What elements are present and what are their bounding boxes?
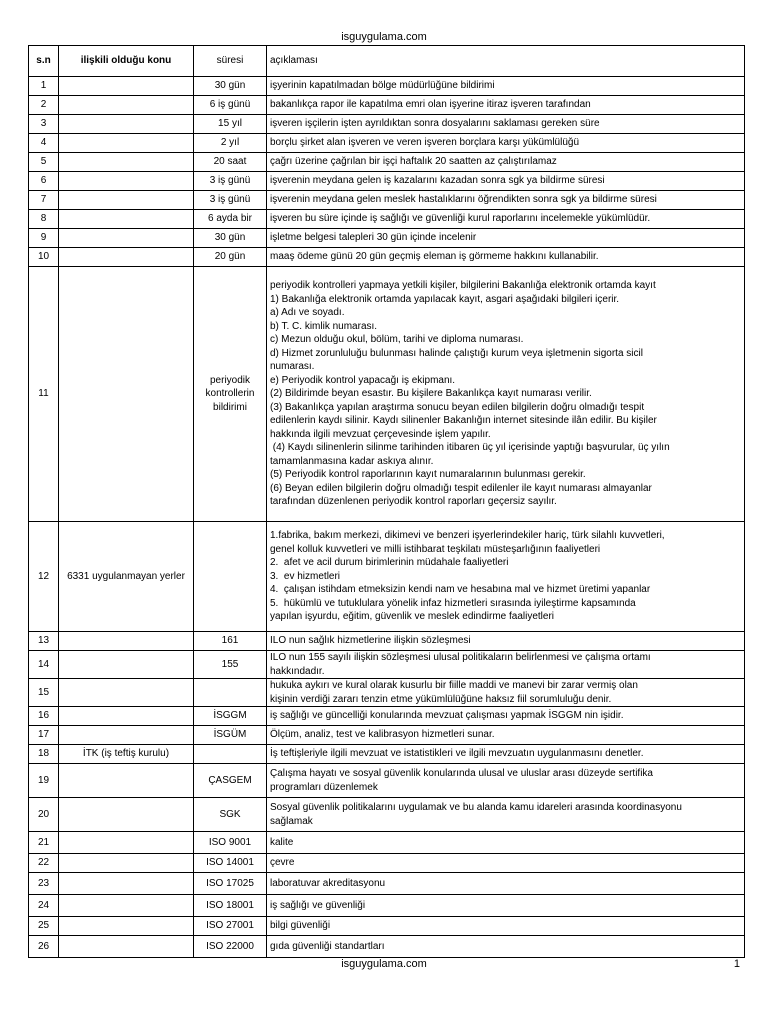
row-duration: 20 saat bbox=[194, 153, 267, 172]
row-duration: 30 gün bbox=[194, 229, 267, 248]
row-topic bbox=[59, 210, 194, 229]
row-number: 13 bbox=[29, 632, 59, 651]
description-line: çevre bbox=[270, 857, 295, 869]
description-line: Ölçüm, analiz, test ve kalibrasyon hizmetleri sunar. bbox=[270, 729, 495, 741]
row-description bbox=[267, 248, 745, 267]
description-line: iş sağlığı ve güncelliği konularında mevzuat çalışması yapmak İSGGM nin işidir. bbox=[270, 710, 624, 722]
row-topic bbox=[59, 229, 194, 248]
table-row bbox=[29, 679, 745, 707]
description-line: bakanlıkça rapor ile kapatılma emri olan işyerine itiraz işveren tarafından bbox=[270, 99, 591, 111]
row-description bbox=[267, 764, 745, 798]
row-description bbox=[267, 651, 745, 679]
row-description bbox=[267, 191, 745, 210]
row-duration: ISO 18001 bbox=[194, 895, 267, 917]
row-description bbox=[267, 679, 745, 707]
row-topic bbox=[59, 832, 194, 854]
description-line: hakkında ilgili mevzuat çerçevesinde işlem yapılır. bbox=[270, 428, 491, 440]
table-row bbox=[29, 210, 745, 229]
row-number: 5 bbox=[29, 153, 59, 172]
row-number: 23 bbox=[29, 873, 59, 895]
row-topic bbox=[59, 115, 194, 134]
description-line: (2) Bildirimde beyan esastır. Bu kişilere Bakanlıkça kayıt numarası verilir. bbox=[270, 388, 592, 400]
description-line: a) Adı ve soyadı. bbox=[270, 307, 345, 319]
description-line: b) T. C. kimlik numarası. bbox=[270, 320, 378, 332]
description-line: işletme belgesi talepleri 30 gün içinde incelenir bbox=[270, 232, 477, 244]
page-number: 1 bbox=[733, 958, 740, 970]
row-number: 22 bbox=[29, 854, 59, 873]
row-duration: 15 yıl bbox=[194, 115, 267, 134]
page-footer: isguygulama.com bbox=[341, 958, 427, 970]
row-description bbox=[267, 96, 745, 115]
row-duration: 6 iş günü bbox=[194, 96, 267, 115]
table-body bbox=[29, 77, 745, 958]
description-line: İş teftişleriyle ilgili mevzuat ve istatistikleri ve ilgili mevzuatın uygulanmasını denetler. bbox=[270, 748, 644, 760]
row-duration: periyodik kontrollerin bildirimi bbox=[194, 267, 267, 522]
row-duration: ISO 22000 bbox=[194, 936, 267, 958]
row-topic bbox=[59, 172, 194, 191]
row-number: 25 bbox=[29, 917, 59, 936]
row-number: 26 bbox=[29, 936, 59, 958]
description-line: (4) Kaydı silinenlerin silinme tarihinden itibaren üç yıl içerisinde yaptığı başvurular, üç yılın bbox=[270, 442, 670, 454]
description-line: sağlamak bbox=[270, 815, 313, 827]
row-duration: 3 iş günü bbox=[194, 191, 267, 210]
row-number: 14 bbox=[29, 651, 59, 679]
row-description bbox=[267, 522, 745, 632]
row-description bbox=[267, 707, 745, 726]
table-row bbox=[29, 267, 745, 522]
table-row bbox=[29, 191, 745, 210]
description-line: bilgi güvenliği bbox=[270, 920, 331, 932]
description-line: edilenlerin kaydı silinir. Kaydı silinenler Bakanlığın internet sitesinde ilân edilir. Bu kişiler bbox=[270, 415, 657, 427]
row-description bbox=[267, 745, 745, 764]
row-number: 20 bbox=[29, 798, 59, 832]
row-topic bbox=[59, 248, 194, 267]
row-duration bbox=[194, 522, 267, 632]
row-number: 24 bbox=[29, 895, 59, 917]
description-line: borçlu şirket alan işveren ve veren işveren borçlara karşı yükümlülüğü bbox=[270, 137, 580, 149]
row-number: 2 bbox=[29, 96, 59, 115]
row-duration: 6 ayda bir bbox=[194, 210, 267, 229]
row-description bbox=[267, 115, 745, 134]
row-number: 12 bbox=[29, 522, 59, 632]
table-row bbox=[29, 134, 745, 153]
row-topic bbox=[59, 873, 194, 895]
row-description bbox=[267, 832, 745, 854]
table-row bbox=[29, 115, 745, 134]
description-line: tarafından düzenlenen periyodik kontrol raporları geçersiz sayılır. bbox=[270, 496, 557, 508]
row-description bbox=[267, 873, 745, 895]
row-duration: 20 gün bbox=[194, 248, 267, 267]
row-number: 17 bbox=[29, 726, 59, 745]
row-number: 4 bbox=[29, 134, 59, 153]
row-duration: ISO 9001 bbox=[194, 832, 267, 854]
description-line: hukuka aykırı ve kural olarak kusurlu bir fiille maddi ve manevi bir zarar vermiş olan bbox=[270, 680, 638, 691]
row-description bbox=[267, 153, 745, 172]
row-topic bbox=[59, 77, 194, 96]
table-row bbox=[29, 707, 745, 726]
row-duration: 2 yıl bbox=[194, 134, 267, 153]
row-topic bbox=[59, 153, 194, 172]
row-topic bbox=[59, 917, 194, 936]
row-duration bbox=[194, 679, 267, 707]
description-line: ILO nun 155 sayılı ilişkin sözleşmesi ulusal politikaların belirlenmesi ve çalışma ortamı bbox=[270, 652, 651, 663]
description-line: işveren işçilerin işten ayrıldıktan sonra dosyalarını saklaması gereken süre bbox=[270, 118, 600, 130]
row-number: 3 bbox=[29, 115, 59, 134]
table-row bbox=[29, 936, 745, 958]
table-row bbox=[29, 522, 745, 632]
table-row bbox=[29, 745, 745, 764]
table-row bbox=[29, 798, 745, 832]
description-line: işyerinin kapatılmadan bölge müdürlüğüne bildirimi bbox=[270, 80, 495, 92]
table-row bbox=[29, 917, 745, 936]
row-topic bbox=[59, 726, 194, 745]
row-description bbox=[267, 895, 745, 917]
description-line: d) Hizmet zorunluluğu bulunması halinde çalıştığı kurum veya işletmenin sigorta sicil bbox=[270, 347, 643, 359]
row-number: 21 bbox=[29, 832, 59, 854]
description-line: Çalışma hayatı ve sosyal güvenlik konularında ulusal ve uluslar arası düzeyde sertifika bbox=[270, 768, 653, 779]
table-row bbox=[29, 873, 745, 895]
header-topic: ilişkili olduğu konu bbox=[59, 46, 194, 77]
row-description bbox=[267, 854, 745, 873]
row-description bbox=[267, 798, 745, 832]
row-number: 16 bbox=[29, 707, 59, 726]
description-line: (3) Bakanlıkça yapılan araştırma sonucu beyan edilen bilgilerin doğru olmadığı tespit bbox=[270, 401, 645, 413]
description-line: Sosyal güvenlik politikalarını uygulamak ve bu alanda kamu idareleri arasında koordinasyonu bbox=[270, 802, 682, 813]
description-line: tamamlanmasına kadar askıya alınır. bbox=[270, 455, 434, 467]
description-line: gıda güvenliği standartları bbox=[270, 940, 385, 952]
row-description bbox=[267, 726, 745, 745]
row-description bbox=[267, 229, 745, 248]
row-duration: İSGÜM bbox=[194, 726, 267, 745]
row-duration: ISO 17025 bbox=[194, 873, 267, 895]
row-number: 1 bbox=[29, 77, 59, 96]
description-line: 4. çalışan istihdam etmeksizin kendi nam ve hesabına mal ve hizmet üretimi yapanlar bbox=[270, 584, 651, 596]
row-duration: 155 bbox=[194, 651, 267, 679]
table-row bbox=[29, 172, 745, 191]
row-number: 18 bbox=[29, 745, 59, 764]
header-duration: süresi bbox=[194, 46, 267, 77]
description-line: işveren bu süre içinde iş sağlığı ve güvenliği kurul raporlarını incelemekle yükümlüdür. bbox=[270, 213, 651, 225]
row-description bbox=[267, 632, 745, 651]
row-topic: 6331 uygulanmayan yerler bbox=[59, 522, 194, 632]
row-duration: ISO 14001 bbox=[194, 854, 267, 873]
row-topic bbox=[59, 134, 194, 153]
row-description bbox=[267, 917, 745, 936]
table-row bbox=[29, 77, 745, 96]
row-duration bbox=[194, 745, 267, 764]
description-line: 1.fabrika, bakım merkezi, dikimevi ve benzeri işyerlerindekiler hariç, türk silahlı kuvvetleri, bbox=[270, 530, 665, 542]
row-topic bbox=[59, 936, 194, 958]
description-line: laboratuvar akreditasyonu bbox=[270, 877, 386, 889]
description-line: 2. afet ve acil durum birimlerinin müdahale faaliyetleri bbox=[270, 557, 509, 569]
description-line: maaş ödeme günü 20 gün geçmiş eleman iş görmeme hakkını kullanabilir. bbox=[270, 251, 599, 263]
description-line: 5. hükümlü ve tutuklulara yönelik infaz hizmetleri sırasında iyileştirme kapsamında bbox=[270, 597, 636, 609]
description-line: hakkındadır. bbox=[270, 665, 325, 677]
row-duration: 161 bbox=[194, 632, 267, 651]
table-row bbox=[29, 632, 745, 651]
rules-table bbox=[28, 45, 745, 958]
row-topic bbox=[59, 764, 194, 798]
row-topic bbox=[59, 632, 194, 651]
row-topic bbox=[59, 96, 194, 115]
description-line: genel kolluk kuvvetleri ve milli istihbarat teşkilatı müsteşarlığının faaliyetleri bbox=[270, 543, 601, 555]
row-number: 7 bbox=[29, 191, 59, 210]
description-line: programları düzenlemek bbox=[270, 781, 378, 793]
row-duration: 30 gün bbox=[194, 77, 267, 96]
description-line: (6) Beyan edilen bilgilerin doğru olmadığı tespit edilenler ile kayıt numarası almayanlar bbox=[270, 482, 652, 494]
row-duration: SGK bbox=[194, 798, 267, 832]
row-duration: ISO 27001 bbox=[194, 917, 267, 936]
row-topic bbox=[59, 267, 194, 522]
table-row bbox=[29, 854, 745, 873]
row-topic bbox=[59, 895, 194, 917]
description-line: (5) Periyodik kontrol raporlarının kayıt numaralarının bulunması gerekir. bbox=[270, 469, 586, 481]
row-number: 6 bbox=[29, 172, 59, 191]
description-line: e) Periyodik kontrol yapacağı iş ekipmanı. bbox=[270, 374, 456, 386]
row-description bbox=[267, 134, 745, 153]
description-line: iş sağlığı ve güvenliği bbox=[270, 899, 366, 911]
table-row bbox=[29, 764, 745, 798]
table-row bbox=[29, 895, 745, 917]
row-description bbox=[267, 77, 745, 96]
row-topic bbox=[59, 651, 194, 679]
table-row bbox=[29, 96, 745, 115]
row-number: 15 bbox=[29, 679, 59, 707]
row-duration: ÇASGEM bbox=[194, 764, 267, 798]
row-topic bbox=[59, 707, 194, 726]
table-header-row bbox=[29, 46, 745, 77]
page-header: isguygulama.com bbox=[341, 31, 427, 43]
description-line: işverenin meydana gelen meslek hastalıklarını öğrendikten sonra sgk ya bildirme süresi bbox=[270, 194, 657, 206]
description-line: işverenin meydana gelen iş kazalarını kazadan sonra sgk ya bildirme süresi bbox=[270, 175, 605, 187]
row-topic bbox=[59, 798, 194, 832]
description-line: periyodik kontrolleri yapmaya yetkili kişiler, bilgilerini Bakanlığa elektronik ortamda kayıt bbox=[270, 280, 656, 292]
header-sn: s.n bbox=[29, 46, 59, 77]
row-description bbox=[267, 936, 745, 958]
row-number: 11 bbox=[29, 267, 59, 522]
header-description: açıklaması bbox=[267, 46, 745, 77]
row-topic: İTK (iş teftiş kurulu) bbox=[59, 745, 194, 764]
description-line: c) Mezun olduğu okul, bölüm, tarihi ve diploma numarası. bbox=[270, 334, 524, 346]
row-duration: İSGGM bbox=[194, 707, 267, 726]
table-row bbox=[29, 248, 745, 267]
description-line: çağrı üzerine çağrılan bir işçi haftalık 20 saatten az çalıştırılamaz bbox=[270, 156, 557, 168]
row-topic bbox=[59, 854, 194, 873]
row-number: 10 bbox=[29, 248, 59, 267]
row-number: 19 bbox=[29, 764, 59, 798]
description-line: yapılan işyurdu, eğitim, güvenlik ve meslek edindirme faaliyetleri bbox=[270, 611, 555, 623]
row-topic bbox=[59, 679, 194, 707]
row-description bbox=[267, 172, 745, 191]
table-row bbox=[29, 832, 745, 854]
table-row bbox=[29, 651, 745, 679]
row-description bbox=[267, 210, 745, 229]
row-description bbox=[267, 267, 745, 522]
table-row bbox=[29, 153, 745, 172]
row-duration: 3 iş günü bbox=[194, 172, 267, 191]
description-line: kalite bbox=[270, 836, 294, 848]
table-row bbox=[29, 726, 745, 745]
description-line: 1) Bakanlığa elektronik ortamda yapılacak kayıt, asgari aşağıdaki bilgileri içerir. bbox=[270, 293, 620, 305]
row-topic bbox=[59, 191, 194, 210]
table-row bbox=[29, 229, 745, 248]
row-number: 9 bbox=[29, 229, 59, 248]
description-line: kişinin verdiği zararı tenzin etme yükümlülüğüne haksız fiil sorumluluğu denir. bbox=[270, 693, 612, 705]
row-number: 8 bbox=[29, 210, 59, 229]
description-line: ILO nun sağlık hizmetlerine ilişkin sözleşmesi bbox=[270, 635, 471, 647]
description-line: numarası. bbox=[270, 361, 315, 373]
description-line: 3. ev hizmetleri bbox=[270, 570, 341, 582]
